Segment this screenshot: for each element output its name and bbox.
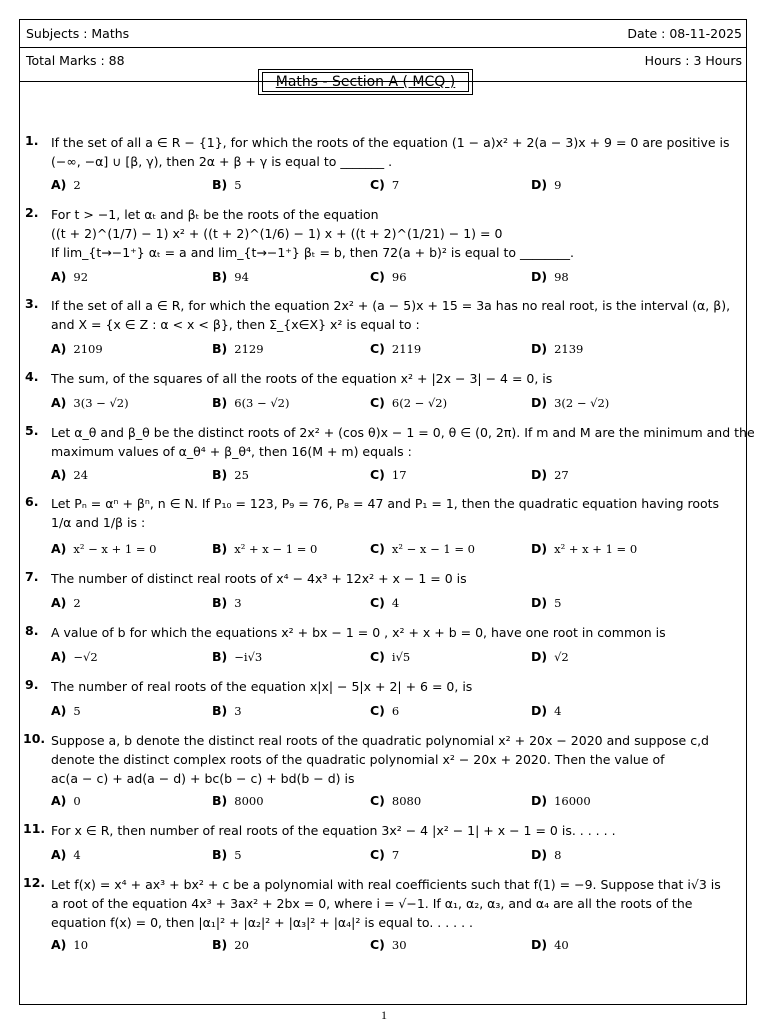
option-d[interactable] xyxy=(531,649,569,664)
option-value: 5 xyxy=(234,848,242,862)
question-line: The number of distinct real roots of x⁴ − 4x³ + 12x² + x − 1 = 0 is xyxy=(51,571,467,586)
question-line: The number of real roots of the equation x|x| − 5|x + 2| + 6 = 0, is xyxy=(51,679,473,694)
option-a[interactable] xyxy=(51,269,88,284)
option-d[interactable] xyxy=(531,395,609,410)
total-marks-label: Total Marks : 88 xyxy=(26,53,125,68)
option-c[interactable] xyxy=(370,793,421,808)
option-a[interactable] xyxy=(51,541,156,556)
option-letter: C) xyxy=(370,341,385,356)
option-value: x² − x − 1 = 0 xyxy=(391,542,475,556)
option-c[interactable] xyxy=(370,847,399,862)
header-row-1 xyxy=(20,20,746,48)
option-b[interactable] xyxy=(212,703,242,718)
option-value: 3(3 − √2) xyxy=(73,396,129,410)
question-line: and X = {x ∈ Z : α < x < β}, then Σ_{x∈X} x² is equal to : xyxy=(51,317,420,332)
option-letter: B) xyxy=(212,847,228,862)
option-letter: A) xyxy=(51,703,67,718)
question-text xyxy=(51,569,762,588)
options-row xyxy=(51,793,762,811)
option-letter: D) xyxy=(531,341,548,356)
question-line: If lim_{t→−1⁺} αₜ = a and lim_{t→−1⁺} βₜ = b, then 72(a + b)² is equal to ________. xyxy=(51,245,574,260)
options-row xyxy=(51,847,762,865)
option-b[interactable] xyxy=(212,847,242,862)
option-letter: B) xyxy=(212,269,228,284)
options-row xyxy=(51,395,762,413)
option-a[interactable] xyxy=(51,177,81,192)
option-c[interactable] xyxy=(370,269,407,284)
option-letter: C) xyxy=(370,703,385,718)
question-line: Let Pₙ = αⁿ + βⁿ, n ∈ N. If P₁₀ = 123, P₉ = 76, P₈ = 47 and P₁ = 1, then the quadratic equation having roots xyxy=(51,496,720,511)
section-title-box xyxy=(258,69,473,95)
question-number: 10. xyxy=(23,731,46,746)
option-letter: D) xyxy=(531,467,548,482)
question-line: If the set of all a ∈ R, for which the equation 2x² + (a − 5)x + 15 = 3a has no real root, is the interval (α, β), xyxy=(51,298,731,313)
option-value: 30 xyxy=(391,938,407,952)
options-row xyxy=(51,269,762,287)
question-text xyxy=(51,369,762,388)
option-value: 6 xyxy=(391,704,400,718)
option-letter: B) xyxy=(212,937,228,952)
question-text xyxy=(51,296,762,334)
question-text xyxy=(51,677,762,696)
question-line: a root of the equation 4x³ + 3ax² + 2bx = 0, where i = √−1. If α₁, α₂, α₃, and α₄ are all the roots of the xyxy=(51,896,693,911)
option-letter: C) xyxy=(370,269,385,284)
subjects-label: Subjects : Maths xyxy=(26,26,130,41)
option-letter: A) xyxy=(51,341,67,356)
option-b[interactable] xyxy=(212,595,242,610)
question-line: For x ∈ R, then number of real roots of the equation 3x² − 4 |x² − 1| + x − 1 = 0 is. . . . . . xyxy=(51,823,616,838)
option-value: 4 xyxy=(73,848,81,862)
option-b[interactable] xyxy=(212,177,242,192)
option-letter: C) xyxy=(370,177,385,192)
option-d[interactable] xyxy=(531,703,561,718)
option-value: 8080 xyxy=(391,794,422,808)
option-value: 5 xyxy=(73,704,81,718)
option-value: 2 xyxy=(73,178,81,192)
option-value: 3 xyxy=(234,596,242,610)
question-text xyxy=(51,494,762,532)
option-letter: B) xyxy=(212,395,228,410)
option-d[interactable] xyxy=(531,595,561,610)
option-b[interactable] xyxy=(212,541,317,556)
option-value: 4 xyxy=(554,704,562,718)
option-value: 2129 xyxy=(234,342,264,356)
option-a[interactable] xyxy=(51,395,129,410)
question-line: A value of b for which the equations x² + bx − 1 = 0 , x² + x + b = 0, have one root in common is xyxy=(51,625,666,640)
question-number: 5. xyxy=(25,423,39,438)
option-value: 24 xyxy=(73,468,89,482)
option-letter: A) xyxy=(51,541,67,556)
option-a[interactable] xyxy=(51,703,81,718)
option-value: 27 xyxy=(554,468,569,482)
question-text xyxy=(51,205,762,262)
option-d[interactable] xyxy=(531,269,569,284)
option-letter: C) xyxy=(370,541,385,556)
option-value: 0 xyxy=(73,794,81,808)
options-row xyxy=(51,341,762,359)
option-value: 98 xyxy=(554,270,569,284)
options-row xyxy=(51,177,762,195)
options-row xyxy=(51,595,762,613)
option-letter: D) xyxy=(531,177,548,192)
option-value: −i√3 xyxy=(234,650,263,664)
option-value: 3(2 − √2) xyxy=(554,396,610,410)
option-b[interactable] xyxy=(212,395,289,410)
option-letter: B) xyxy=(212,341,228,356)
option-a[interactable] xyxy=(51,341,103,356)
option-value: −√2 xyxy=(73,650,98,664)
option-value: 92 xyxy=(73,270,89,284)
option-letter: C) xyxy=(370,467,385,482)
page-number: 1 xyxy=(381,1008,387,1022)
option-c[interactable] xyxy=(370,649,410,664)
option-value: 10 xyxy=(73,938,89,952)
option-value: 2119 xyxy=(391,342,422,356)
section-title: Maths - Section A ( MCQ ) xyxy=(262,72,469,92)
options-row xyxy=(51,649,762,667)
option-c[interactable] xyxy=(370,595,399,610)
option-value: 6(3 − √2) xyxy=(234,396,290,410)
option-letter: C) xyxy=(370,793,385,808)
option-letter: A) xyxy=(51,467,67,482)
question-line: Suppose a, b denote the distinct real roots of the quadratic polynomial x² + 20x − 2020 and suppose c,d xyxy=(51,733,709,748)
option-value: 8 xyxy=(554,848,562,862)
option-letter: B) xyxy=(212,595,228,610)
option-value: 20 xyxy=(234,938,249,952)
question-text xyxy=(51,821,762,840)
option-letter: B) xyxy=(212,649,228,664)
option-c[interactable] xyxy=(370,937,407,952)
option-d[interactable] xyxy=(531,341,583,356)
options-row xyxy=(51,467,762,485)
option-letter: C) xyxy=(370,937,385,952)
option-letter: A) xyxy=(51,847,67,862)
option-letter: D) xyxy=(531,793,548,808)
option-a[interactable] xyxy=(51,649,98,664)
option-a[interactable] xyxy=(51,467,88,482)
option-letter: C) xyxy=(370,649,385,664)
option-b[interactable] xyxy=(212,793,264,808)
option-letter: A) xyxy=(51,793,67,808)
option-d[interactable] xyxy=(531,793,591,808)
option-value: 7 xyxy=(391,848,400,862)
question-number: 12. xyxy=(23,875,46,890)
option-value: 94 xyxy=(234,270,249,284)
question-text xyxy=(51,133,762,171)
question-number: 11. xyxy=(23,821,46,836)
option-a[interactable] xyxy=(51,847,81,862)
option-c[interactable] xyxy=(370,395,447,410)
option-value: 5 xyxy=(554,596,562,610)
option-value: 5 xyxy=(234,178,242,192)
options-row xyxy=(51,541,762,559)
option-value: 6(2 − √2) xyxy=(391,396,448,410)
question-text xyxy=(51,423,762,461)
option-value: 96 xyxy=(391,270,407,284)
option-d[interactable] xyxy=(531,467,569,482)
option-c[interactable] xyxy=(370,541,475,556)
question-number: 1. xyxy=(25,133,39,148)
hours-label: Hours : 3 Hours xyxy=(644,53,742,68)
option-value: x² + x + 1 = 0 xyxy=(554,542,638,556)
option-letter: B) xyxy=(212,541,228,556)
option-letter: D) xyxy=(531,269,548,284)
question-number: 7. xyxy=(25,569,39,584)
question-line: 1/α and 1/β is : xyxy=(51,515,146,530)
option-c[interactable] xyxy=(370,177,399,192)
option-value: 4 xyxy=(391,596,400,610)
option-value: 40 xyxy=(554,938,569,952)
option-d[interactable] xyxy=(531,847,561,862)
option-b[interactable] xyxy=(212,649,262,664)
question-number: 4. xyxy=(25,369,39,384)
question-number: 9. xyxy=(25,677,39,692)
option-letter: B) xyxy=(212,467,228,482)
option-value: 17 xyxy=(391,468,407,482)
option-letter: A) xyxy=(51,395,67,410)
option-letter: A) xyxy=(51,595,67,610)
option-value: 9 xyxy=(554,178,562,192)
option-letter: D) xyxy=(531,937,548,952)
option-letter: C) xyxy=(370,847,385,862)
option-value: 25 xyxy=(234,468,249,482)
option-b[interactable] xyxy=(212,341,264,356)
options-row xyxy=(51,703,762,721)
question-text xyxy=(51,731,762,788)
question-line: ((t + 2)^(1/7) − 1) x² + ((t + 2)^(1/6) − 1) x + ((t + 2)^(1/21) − 1) = 0 xyxy=(51,226,503,241)
option-letter: C) xyxy=(370,395,385,410)
option-letter: A) xyxy=(51,937,67,952)
option-d[interactable] xyxy=(531,937,569,952)
option-value: 2109 xyxy=(73,342,103,356)
option-letter: B) xyxy=(212,703,228,718)
question-line: (−∞, −α] ∪ [β, γ), then 2α + β + γ is equal to _______ . xyxy=(51,154,393,169)
question-text xyxy=(51,875,762,932)
option-letter: D) xyxy=(531,595,548,610)
options-row xyxy=(51,937,762,955)
option-value: x² − x + 1 = 0 xyxy=(73,542,157,556)
option-b[interactable] xyxy=(212,937,249,952)
option-b[interactable] xyxy=(212,269,249,284)
option-c[interactable] xyxy=(370,467,407,482)
option-letter: A) xyxy=(51,649,67,664)
question-number: 6. xyxy=(25,494,39,509)
option-value: √2 xyxy=(554,650,569,664)
option-letter: D) xyxy=(531,649,548,664)
option-value: 3 xyxy=(234,704,242,718)
option-letter: D) xyxy=(531,847,548,862)
question-line: Let f(x) = x⁴ + ax³ + bx² + c be a polynomial with real coefficients such that f(1) = −9. Suppose that i√3 is xyxy=(51,877,721,892)
question-line: Let α_θ and β_θ be the distinct roots of 2x² + (cos θ)x − 1 = 0, θ ∈ (0, 2π). If m and M are the minimum and the xyxy=(51,425,755,440)
option-value: 2139 xyxy=(554,342,584,356)
option-letter: B) xyxy=(212,793,228,808)
option-value: i√5 xyxy=(391,650,411,664)
option-value: 7 xyxy=(391,178,400,192)
question-text xyxy=(51,623,762,642)
option-a[interactable] xyxy=(51,793,81,808)
option-letter: A) xyxy=(51,269,67,284)
date-label: Date : 08-11-2025 xyxy=(627,26,742,41)
option-value: 2 xyxy=(73,596,81,610)
question-number: 2. xyxy=(25,205,39,220)
option-d[interactable] xyxy=(531,177,561,192)
option-a[interactable] xyxy=(51,937,88,952)
option-b[interactable] xyxy=(212,467,249,482)
option-letter: D) xyxy=(531,541,548,556)
option-letter: D) xyxy=(531,703,548,718)
option-letter: A) xyxy=(51,177,67,192)
question-number: 3. xyxy=(25,296,39,311)
option-letter: B) xyxy=(212,177,228,192)
question-line: equation f(x) = 0, then |α₁|² + |α₂|² + |α₃|² + |α₄|² is equal to. . . . . . xyxy=(51,915,474,930)
question-line: ac(a − c) + ad(a − d) + bc(b − c) + bd(b − d) is xyxy=(51,771,355,786)
option-value: x² + x − 1 = 0 xyxy=(234,542,318,556)
question-line: If the set of all a ∈ R − {1}, for which the roots of the equation (1 − a)x² + 2(a − 3)x + 9 = 0 are positive is xyxy=(51,135,730,150)
question-line: For t > −1, let αₜ and βₜ be the roots of the equation xyxy=(51,207,379,222)
option-d[interactable] xyxy=(531,541,637,556)
option-value: 8000 xyxy=(234,794,264,808)
question-line: denote the distinct complex roots of the quadratic polynomial x² − 20x + 2020. Then the value of xyxy=(51,752,665,767)
option-value: 16000 xyxy=(554,794,591,808)
option-letter: C) xyxy=(370,595,385,610)
question-line: maximum values of α_θ⁴ + β_θ⁴, then 16(M + m) equals : xyxy=(51,444,412,459)
option-a[interactable] xyxy=(51,595,81,610)
question-line: The sum, of the squares of all the roots of the equation x² + |2x − 3| − 4 = 0, is xyxy=(51,371,553,386)
option-c[interactable] xyxy=(370,341,421,356)
option-letter: D) xyxy=(531,395,548,410)
question-number: 8. xyxy=(25,623,39,638)
option-c[interactable] xyxy=(370,703,399,718)
